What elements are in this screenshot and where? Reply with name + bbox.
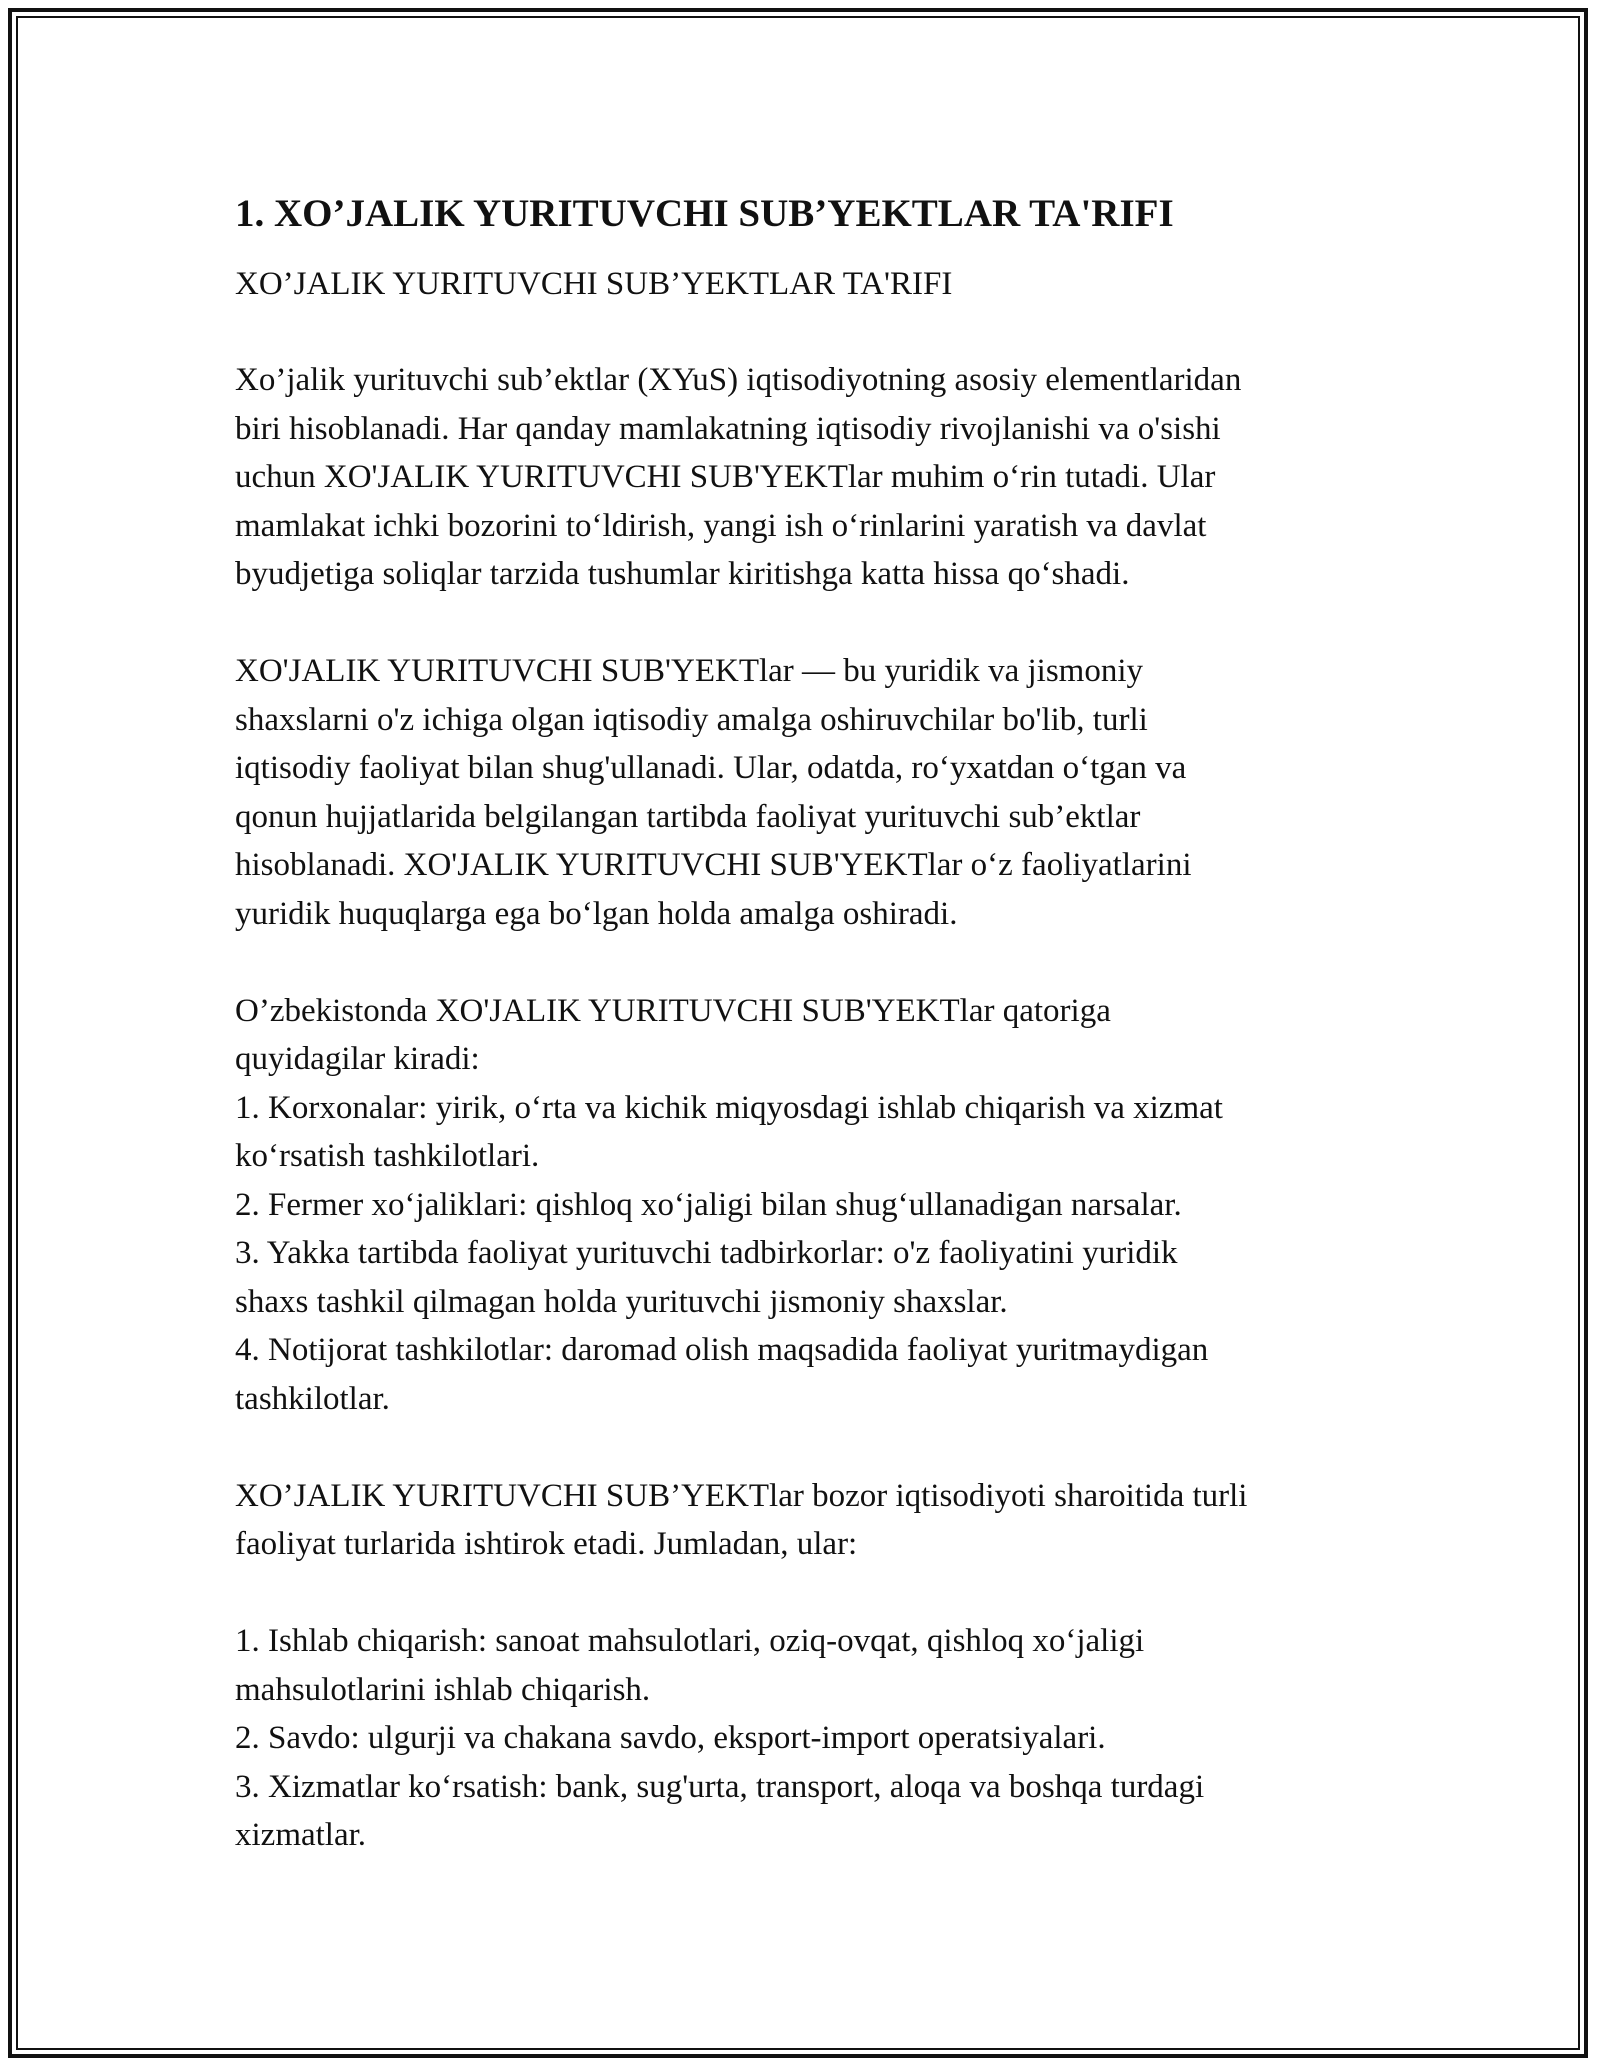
text-line: yuridik huquqlarga ega bo‘lgan holda amalga oshiradi. <box>235 895 958 932</box>
text-line: qonun hujjatlarida belgilangan tartibda faoliyat yurituvchi sub’ektlar <box>235 798 1141 835</box>
text-line: uchun XO'JALIK YURITUVCHI SUB'YEKTlar muhim o‘rin tutadi. Ular <box>235 459 1216 495</box>
text-line: mahsulotlarini ishlab chiqarish. <box>235 1671 651 1708</box>
list-item: 2. Fermer xo‘jaliklari: qishloq xo‘jaligi bilan shug‘ullanadigan narsalar. <box>235 1186 1182 1223</box>
document-body <box>235 190 1365 1908</box>
text-line: xizmatlar. <box>235 1817 367 1853</box>
document-title: 1. XO’JALIK YURITUVCHI SUB’YEKTLAR TA'RIFI <box>235 192 1174 235</box>
text-line: shaxs tashkil qilmagan holda yurituvchi jismoniy shaxslar. <box>235 1283 1008 1320</box>
list-item: 1. Korxonalar: yirik, o‘rta va kichik miqyosdagi ishlab chiqarish va xizmat <box>235 1089 1223 1126</box>
text-line: shaxslarni o'z ichiga olgan iqtisodiy amalga oshiruvchilar bo'lib, turli <box>235 701 1148 738</box>
paragraph-types-list <box>235 987 1365 1424</box>
text-line: Xo’jalik yurituvchi sub’ektlar (XYuS) iqtisodiyotning asosiy elementlaridan <box>235 362 1242 398</box>
list-item: 3. Yakka tartibda faoliyat yurituvchi tadbirkorlar: o'z faoliyatini yuridik <box>235 1235 1178 1271</box>
list-item: 4. Notijorat tashkilotlar: daromad olish maqsadida faoliyat yuritmaydigan <box>235 1332 1209 1368</box>
paragraph-activities-intro <box>235 1472 1365 1569</box>
paragraph-activities-list <box>235 1617 1365 1860</box>
text-line: hisoblanadi. XO'JALIK YURITUVCHI SUB'YEKTlar o‘z faoliyatlarini <box>235 847 1192 883</box>
text-line: biri hisoblanadi. Har qanday mamlakatning iqtisodiy rivojlanishi va o'sishi <box>235 410 1221 447</box>
list-item: 3. Xizmatlar ko‘rsatish: bank, sug'urta, transport, aloqa va boshqa turdagi <box>235 1768 1205 1805</box>
document-subtitle: XO’JALIK YURITUVCHI SUB’YEKTLAR TA'RIFI <box>235 266 953 302</box>
list-item: 2. Savdo: ulgurji va chakana savdo, eksport-import operatsiyalari. <box>235 1720 1106 1756</box>
text-line: byudjetiga soliqlar tarzida tushumlar kiritishga katta hissa qo‘shadi. <box>235 556 1130 592</box>
text-line: quyidagilar kiradi: <box>235 1041 480 1077</box>
text-line: faoliyat turlarida ishtirok etadi. Jumladan, ular: <box>235 1526 858 1562</box>
text-line: XO’JALIK YURITUVCHI SUB’YEKTlar bozor iqtisodiyoti sharoitida turli <box>235 1477 1248 1514</box>
text-line: O’zbekistonda XO'JALIK YURITUVCHI SUB'YEKTlar qatoriga <box>235 992 1111 1029</box>
paragraph-definition <box>235 647 1365 938</box>
text-line: ko‘rsatish tashkilotlari. <box>235 1138 540 1174</box>
text-line: XO'JALIK YURITUVCHI SUB'YEKTlar — bu yuridik va jismoniy <box>235 653 1144 689</box>
text-line: tashkilotlar. <box>235 1380 390 1417</box>
text-line: iqtisodiy faoliyat bilan shug'ullanadi. Ular, odatda, ro‘yxatdan o‘tgan va <box>235 750 1187 786</box>
list-item: 1. Ishlab chiqarish: sanoat mahsulotlari, oziq-ovqat, qishloq xo‘jaligi <box>235 1623 1145 1659</box>
paragraph-intro <box>235 356 1365 599</box>
text-line: mamlakat ichki bozorini to‘ldirish, yangi ish o‘rinlarini yaratish va davlat <box>235 507 1207 544</box>
